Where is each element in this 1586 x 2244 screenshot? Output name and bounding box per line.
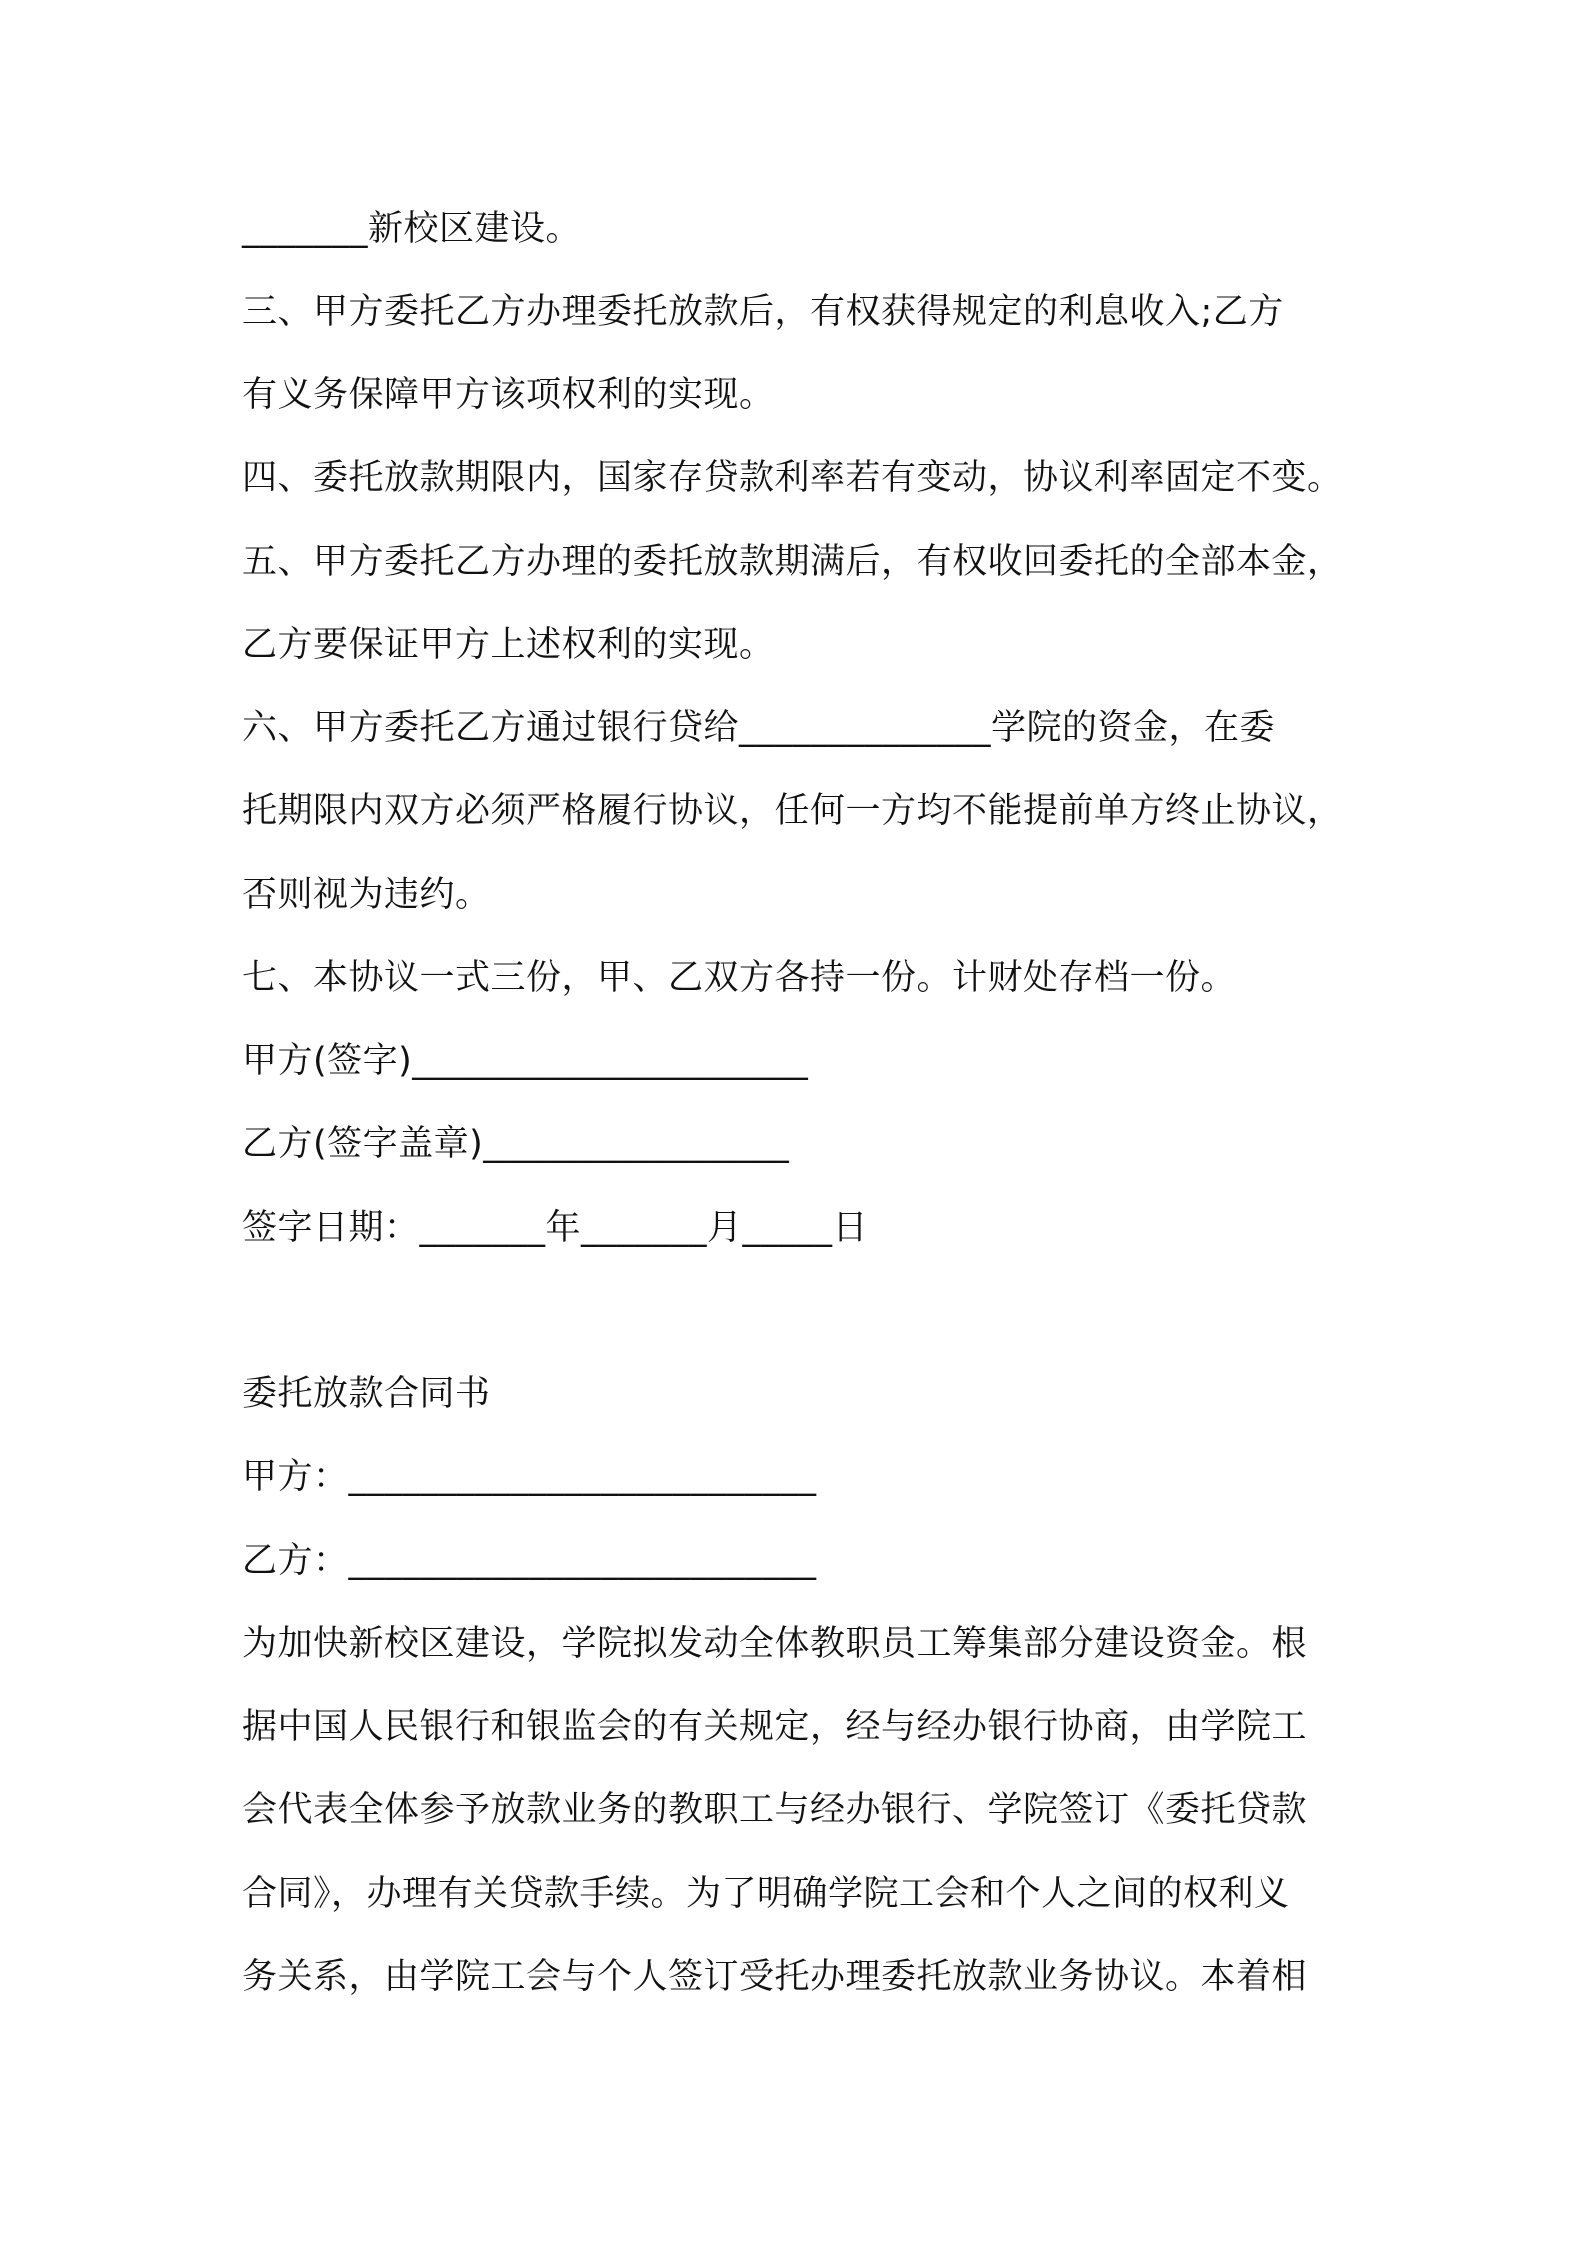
line-text: 为加快新校区建设，学院拟发动全体教职员工筹集部分建设资金。根 — [242, 1624, 1308, 1664]
line-text: 务关系，由学院工会与个人签订受托办理委托放款业务协议。本着相 — [242, 1957, 1308, 1997]
line-text: 签字日期：_______年_______月_____日 — [242, 1208, 869, 1248]
text-line — [242, 290, 1382, 334]
text-line — [242, 956, 1382, 1000]
text-line — [242, 540, 1382, 584]
text-line — [242, 1872, 1382, 1916]
line-text: _______新校区建设。 — [242, 209, 582, 249]
line-text: 据中国人民银行和银监会的有关规定，经与经办银行协商，由学院工 — [242, 1707, 1308, 1747]
line-text: 四、委托放款期限内，国家存贷款利率若有变动，协议利率固定不变。 — [242, 458, 1343, 498]
line-text: 三、甲方委托乙方办理委托放款后，有权获得规定的利息收入;乙方 — [242, 292, 1284, 332]
text-line — [242, 456, 1382, 500]
signature-line-party-b — [242, 1122, 1382, 1166]
line-text: 乙方要保证甲方上述权利的实现。 — [242, 625, 775, 665]
signature-date-line — [242, 1206, 1382, 1250]
text-line — [242, 789, 1382, 833]
line-text: 有义务保障甲方该项权利的实现。 — [242, 375, 775, 415]
party-a-line — [242, 1455, 1382, 1499]
text-line — [242, 706, 1382, 750]
line-text: 乙方：__________________________ — [242, 1541, 817, 1581]
line-text: 乙方(签字盖章)_________________ — [242, 1124, 790, 1164]
text-line — [242, 1788, 1382, 1832]
line-text: 合同》，办理有关贷款手续。为了明确学院工会和个人之间的权利义 — [242, 1874, 1290, 1914]
line-text: 七、本协议一式三份，甲、乙双方各持一份。计财处存档一份。 — [242, 958, 1237, 998]
line-text: 会代表全体参予放款业务的教职工与经办银行、学院签订《委托贷款 — [242, 1790, 1308, 1830]
text-line — [242, 207, 1382, 251]
text-line — [242, 1622, 1382, 1666]
text-line — [242, 873, 1382, 917]
text-line — [242, 1955, 1382, 1999]
line-text: 甲方：__________________________ — [242, 1457, 817, 1497]
line-text: 甲方(签字)______________________ — [242, 1041, 809, 1081]
signature-line-party-a — [242, 1039, 1382, 1083]
text-line — [242, 623, 1382, 667]
text-line — [242, 373, 1382, 417]
line-text: 五、甲方委托乙方办理的委托放款期满后，有权收回委托的全部本金， — [242, 542, 1343, 582]
text-line — [242, 1705, 1382, 1749]
line-text: 托期限内双方必须严格履行协议，任何一方均不能提前单方终止协议， — [242, 791, 1343, 831]
line-text: 否则视为违约。 — [242, 875, 491, 915]
line-text: 委托放款合同书 — [242, 1374, 491, 1414]
line-text: 六、甲方委托乙方通过银行贷给______________学院的资金，在委 — [242, 708, 1276, 748]
section-title — [242, 1372, 1382, 1416]
party-b-line — [242, 1539, 1382, 1583]
